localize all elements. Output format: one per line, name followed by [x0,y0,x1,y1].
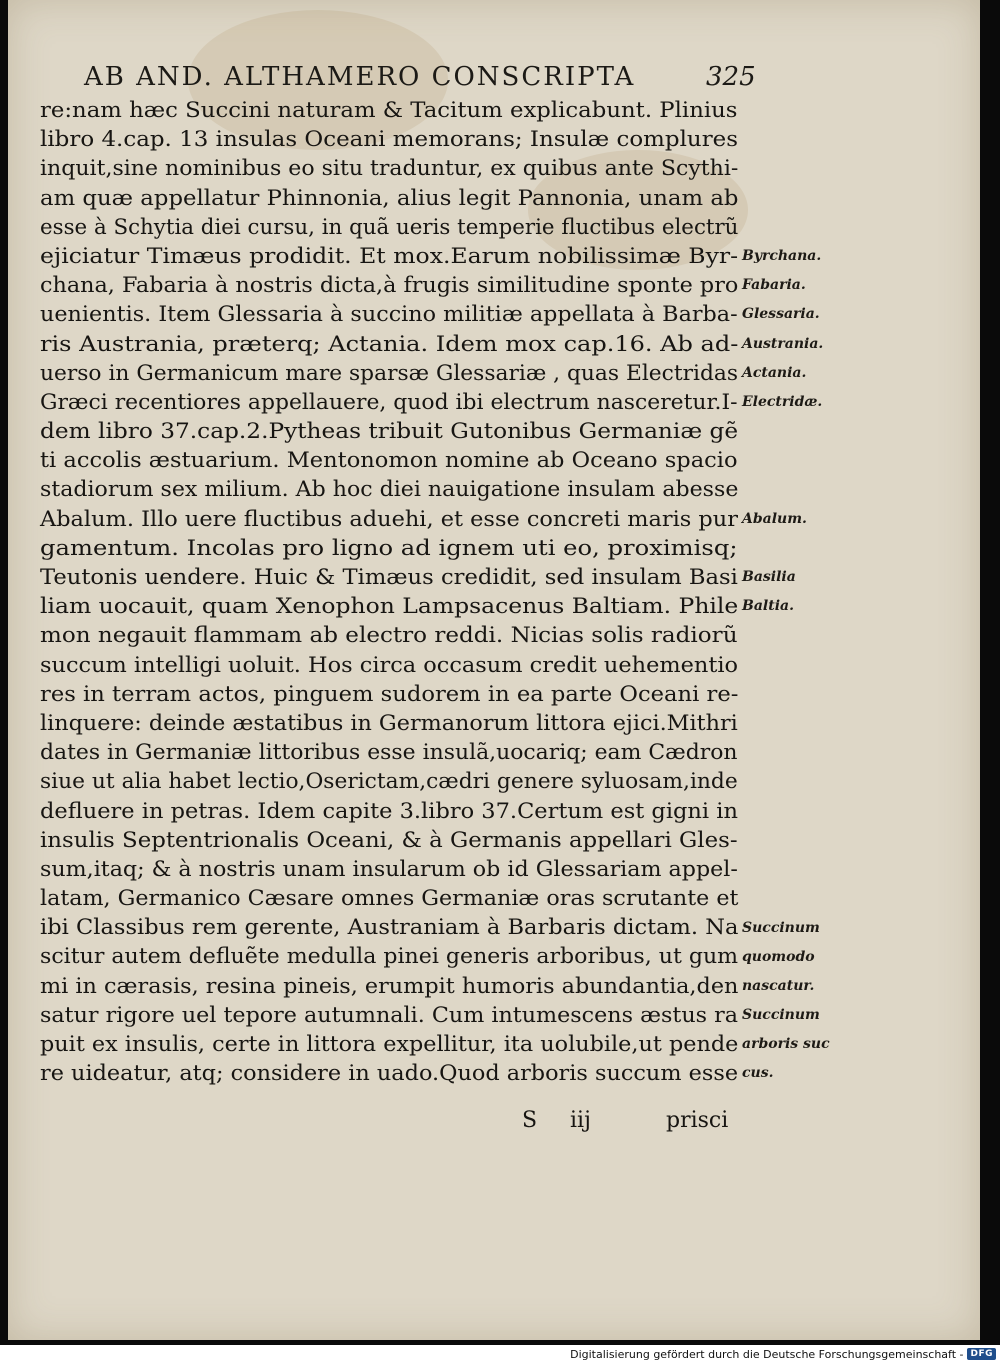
text-line: puit ex insulis, certe in littora expellitur, ita uolubile,ut pende [40,1032,739,1057]
text-line: liam uocauit, quam Xenophon Lampsacenus Baltiam. Phile [40,594,739,620]
text-line: ris Austrania, præterq; Actania. Idem mox cap.16. Ab ad- [40,331,739,357]
text-line: Teutonis uendere. Huic & Timæus credidit, sed insulam Basi [40,565,738,590]
text-line: esse à Schytia diei cursu, in quã ueris temperie fluctibus electrũ [40,214,739,240]
text-line: res in terram actos, pinguem sudorem in ea parte Oceani re- [40,681,739,707]
page-number: 325 [706,62,756,92]
text-line: satur rigore uel tepore autumnali. Cum intumescens æstus ra [40,1002,739,1028]
text-line: ti accolis æstuarium. Mentonomon nomine ab Oceano spacio [40,448,738,474]
margin-note: Baltia. [742,598,794,615]
catchword: prisci [666,1108,729,1133]
margin-note: Electridæ. [742,394,823,410]
text-line: sum,itaq; & à nostris unam insularum ob id Glessariam appel- [40,856,738,882]
signature-number: iij [570,1108,591,1133]
margin-note: Fabaria. [742,277,806,294]
text-line: stadiorum sex milium. Ab hoc diei nauigatione insulam abesse [40,477,739,503]
text-line: uerso in Germanicum mare sparsæ Glessariæ , quas Electridas [40,360,739,386]
text-line: am quæ appellatur Phinnonia, alius legit Pannonia, unam ab [40,185,739,211]
main-text-block [40,96,740,1088]
text-line: latam, Germanico Cæsare omnes Germaniæ oras scrutante et [40,886,739,912]
margin-note: Byrchana. [742,248,822,264]
margin-note: Basilia [742,569,796,586]
text-line: chana, Fabaria à nostris dicta,à frugis similitudine sponte pro [40,273,739,299]
text-line: ejiciatur Timæus prodidit. Et mox.Earum nobilissimæ Byr- [40,243,739,269]
footer-credit-bar [570,1345,996,1363]
footer-credit-text: Digitalisierung gefördert durch die Deutsche Forschungsgemeinschaft - [570,1347,964,1361]
margin-note: Abalum. [742,510,807,527]
text-line: uenientis. Item Glessaria à succino militiæ appellata à Barba- [40,302,738,328]
dfg-logo-icon: DFG [967,1348,996,1360]
running-header [84,62,784,92]
text-line: defluere in petras. Idem capite 3.libro 37.Certum est gigni in [40,798,738,824]
text-line: linquere: deinde æstatibus in Germanorum littora ejici.Mithri [40,710,738,736]
text-line: dem libro 37.cap.2.Pytheas tribuit Gutonibus Germaniæ gẽ [40,419,739,445]
margin-note: Glessaria. [742,306,820,323]
text-line: ibi Classibus rem gerente, Austraniam à Barbaris dictam. Na [40,915,739,941]
text-line: succum intelligi uoluit. Hos circa occasum credit uehementio [40,652,739,678]
margin-note: Succinum arboris suc cus. [742,1007,830,1082]
text-line: Abalum. Illo uere fluctibus aduehi, et esse concreti maris pur [40,506,738,532]
margin-note: Succinum quomodo nascatur. [742,919,820,994]
text-line: gamentum. Incolas pro ligno ad ignem uti eo, proximisq; [40,535,738,561]
text-line: insulis Septentrionalis Oceani, & à Germanis appellari Gles- [40,827,738,853]
text-line: dates in Germaniæ littoribus esse insulã,uocariq; eam Cædron [40,740,738,766]
text-line: Græci recentiores appellauere, quod ibi electrum nasceretur.I- [40,389,738,415]
running-title: AB AND. ALTHAMERO CONSCRIPTA [84,62,636,92]
text-line: inquit,sine nominibus eo situ traduntur, ex quibus ante Scythi- [40,156,739,182]
signature-mark: S [522,1108,538,1133]
text-line: mon negauit flammam ab electro reddi. Nicias solis radiorũ [40,623,738,649]
margin-note: Austrania. [742,335,824,352]
text-line: re uideatur, atq; considere in uado.Quod arboris succum esse [40,1061,739,1087]
text-line: siue ut alia habet lectio,Oserictam,cædri genere syluosam,inde [40,769,738,795]
text-line: libro 4.cap. 13 insulas Oceani memorans; Insulæ complures [40,127,739,153]
margin-note: Actania. [742,364,807,381]
text-line: re:nam hæc Succini naturam & Tacitum explicabunt. Plinius [40,98,738,123]
text-line: mi in cærasis, resina pineis, erumpit humoris abundantia,den [40,973,739,999]
text-line: scitur autem defluẽte medulla pinei generis arboribus, ut gum [40,944,739,970]
